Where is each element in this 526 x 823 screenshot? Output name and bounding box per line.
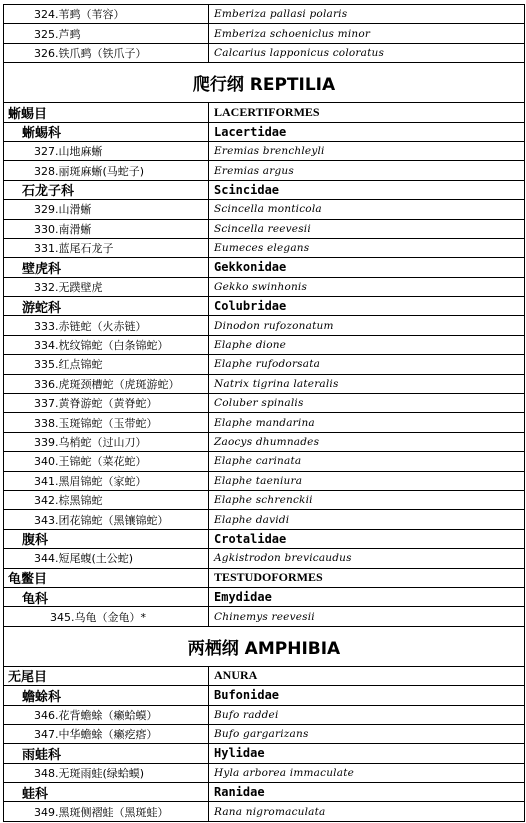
family-row (4, 588, 524, 607)
species-latin-name: Calcarius lapponicus coloratus (214, 46, 385, 59)
species-chinese-name: 340.王锦蛇（菜花蛇） (4, 452, 209, 470)
order-chinese-name: 蜥蜴目 (4, 103, 209, 121)
family-chinese-name: 壁虎科 (4, 258, 209, 276)
family-row (4, 686, 524, 705)
species-row (4, 239, 524, 258)
species-row (4, 413, 524, 432)
family-row (4, 181, 524, 200)
family-latin-name: Ranidae (214, 785, 265, 800)
family-chinese-name: 腹科 (4, 530, 209, 548)
class-heading-row (4, 63, 524, 103)
species-row (4, 5, 524, 24)
species-latin-name: Gekko swinhonis (214, 280, 308, 293)
family-row (4, 783, 524, 802)
family-latin-name: Colubridae (214, 299, 287, 314)
species-latin-name: Rana nigromaculata (214, 805, 326, 818)
species-row (4, 510, 524, 529)
species-latin-name: Natrix tigrina lateralis (214, 377, 339, 390)
species-chinese-name: 327.山地麻蜥 (4, 142, 209, 160)
species-row (4, 433, 524, 452)
species-latin-name: Eremias argus (214, 164, 294, 177)
species-latin-name: Elaphe mandarina (214, 416, 315, 429)
species-latin-name: Emberiza pallasi polaris (214, 8, 348, 21)
species-row (4, 375, 524, 394)
species-row (4, 316, 524, 335)
species-latin-name: Eumeces elegans (214, 242, 310, 255)
family-row (4, 297, 524, 316)
order-row (4, 667, 524, 686)
species-latin-name: Emberiza schoeniclus minor (214, 27, 371, 40)
species-chinese-name: 349.黑斑侧褶蛙（黑斑蛙） (4, 802, 209, 820)
species-chinese-name: 335.红点锦蛇 (4, 355, 209, 373)
species-chinese-name: 332.无蹼壁虎 (4, 278, 209, 296)
species-chinese-name: 345.乌龟（金龟）* (4, 607, 209, 625)
family-latin-name: Gekkonidae (214, 260, 287, 275)
species-latin-name: Elaphe rufodorsata (214, 358, 321, 371)
species-row (4, 161, 524, 180)
species-chinese-name: 334.枕纹锦蛇（白条锦蛇） (4, 336, 209, 354)
order-latin-name: TESTUDOFORMES (214, 570, 323, 585)
species-row (4, 802, 524, 821)
species-chinese-name: 328.丽斑麻蜥(马蛇子) (4, 161, 209, 179)
species-latin-name: Zaocys dhumnades (214, 436, 320, 448)
species-latin-name: Eremias brenchleyli (214, 145, 325, 158)
family-latin-name: Lacertidae (214, 124, 287, 139)
species-row (4, 24, 524, 43)
species-latin-name: Scincella monticola (214, 203, 322, 216)
species-row (4, 394, 524, 413)
species-row (4, 278, 524, 297)
family-chinese-name: 蟾蜍科 (4, 686, 209, 704)
species-chinese-name: 326.铁爪鹀（铁爪子） (4, 44, 209, 62)
species-chinese-name: 333.赤链蛇（火赤链） (4, 316, 209, 334)
species-latin-name: Bufo raddei (214, 708, 279, 721)
species-latin-name: Scincella reevesii (214, 222, 311, 235)
order-latin-name: ANURA (214, 668, 258, 683)
class-heading: 两栖纲 AMPHIBIA (187, 638, 341, 659)
species-row (4, 491, 524, 510)
species-chinese-name: 348.无斑雨蛙(绿蛤蟆) (4, 764, 209, 782)
species-chinese-name: 337.黄脊游蛇（黄脊蛇） (4, 394, 209, 412)
family-chinese-name: 雨蛙科 (4, 744, 209, 762)
species-latin-name: Bufo gargarizans (214, 728, 309, 741)
species-chinese-name: 342.棕黑锦蛇 (4, 491, 209, 509)
species-latin-name: Elaphe davidi (214, 513, 290, 526)
family-latin-name: Scincidae (214, 182, 280, 197)
species-row (4, 725, 524, 744)
species-chinese-name: 336.虎斑颈槽蛇（虎斑游蛇） (4, 375, 209, 393)
family-chinese-name: 蜥蜴科 (4, 123, 209, 141)
species-row (4, 355, 524, 374)
order-latin-name: LACERTIFORMES (214, 104, 320, 119)
order-row (4, 103, 524, 122)
species-row (4, 549, 524, 568)
species-row (4, 607, 524, 626)
family-row (4, 258, 524, 277)
family-latin-name: Hylidae (214, 746, 265, 761)
family-row (4, 530, 524, 549)
species-chinese-name: 325.芦鹀 (4, 24, 209, 42)
species-latin-name: Chinemys reevesii (214, 610, 315, 623)
class-heading-row (4, 627, 524, 667)
species-latin-name: Elaphe taeniura (214, 474, 303, 487)
species-chinese-name: 347.中华蟾蜍（癞疙瘩） (4, 725, 209, 743)
species-chinese-name: 338.玉斑锦蛇（玉带蛇） (4, 413, 209, 431)
order-chinese-name: 龟鳖目 (4, 569, 209, 587)
species-chinese-name: 329.山滑蜥 (4, 200, 209, 218)
order-row (4, 569, 524, 588)
species-chinese-name: 346.花背蟾蜍（癞蛤蟆） (4, 706, 209, 724)
species-chinese-name: 343.团花锦蛇（黑镶锦蛇） (4, 510, 209, 528)
species-latin-name: Agkistrodon brevicaudus (214, 552, 352, 565)
family-row (4, 744, 524, 763)
family-latin-name: Bufonidae (214, 688, 280, 703)
species-chinese-name: 339.乌梢蛇（过山刀） (4, 433, 209, 451)
species-latin-name: Elaphe schrenckii (214, 494, 313, 507)
family-latin-name: Emydidae (214, 590, 272, 605)
species-row (4, 706, 524, 725)
species-row (4, 452, 524, 471)
species-latin-name: Hyla arborea immaculate (214, 766, 355, 779)
order-chinese-name: 无尾目 (4, 667, 209, 685)
species-latin-name: Dinodon rufozonatum (214, 319, 334, 332)
species-latin-name: Elaphe dione (214, 339, 287, 352)
species-chinese-name: 341.黑眉锦蛇（家蛇） (4, 472, 209, 490)
species-row (4, 142, 524, 161)
species-row (4, 220, 524, 239)
species-row (4, 200, 524, 219)
species-latin-name: Coluber spinalis (214, 397, 304, 410)
species-latin-name: Elaphe carinata (214, 455, 302, 468)
family-chinese-name: 龟科 (4, 588, 209, 606)
species-row (4, 44, 524, 63)
species-row (4, 472, 524, 491)
species-table (3, 4, 525, 822)
species-chinese-name: 330.南滑蜥 (4, 220, 209, 238)
family-latin-name: Crotalidae (214, 531, 287, 546)
family-chinese-name: 蛙科 (4, 783, 209, 801)
family-chinese-name: 游蛇科 (4, 297, 209, 315)
species-row (4, 764, 524, 783)
family-chinese-name: 石龙子科 (4, 181, 209, 199)
species-chinese-name: 344.短尾蝮(土公蛇) (4, 549, 209, 567)
species-row (4, 336, 524, 355)
species-chinese-name: 331.蓝尾石龙子 (4, 239, 209, 257)
family-row (4, 123, 524, 142)
species-chinese-name: 324.苇鹀（苇容） (4, 5, 209, 23)
class-heading: 爬行纲 REPTILIA (192, 75, 336, 96)
